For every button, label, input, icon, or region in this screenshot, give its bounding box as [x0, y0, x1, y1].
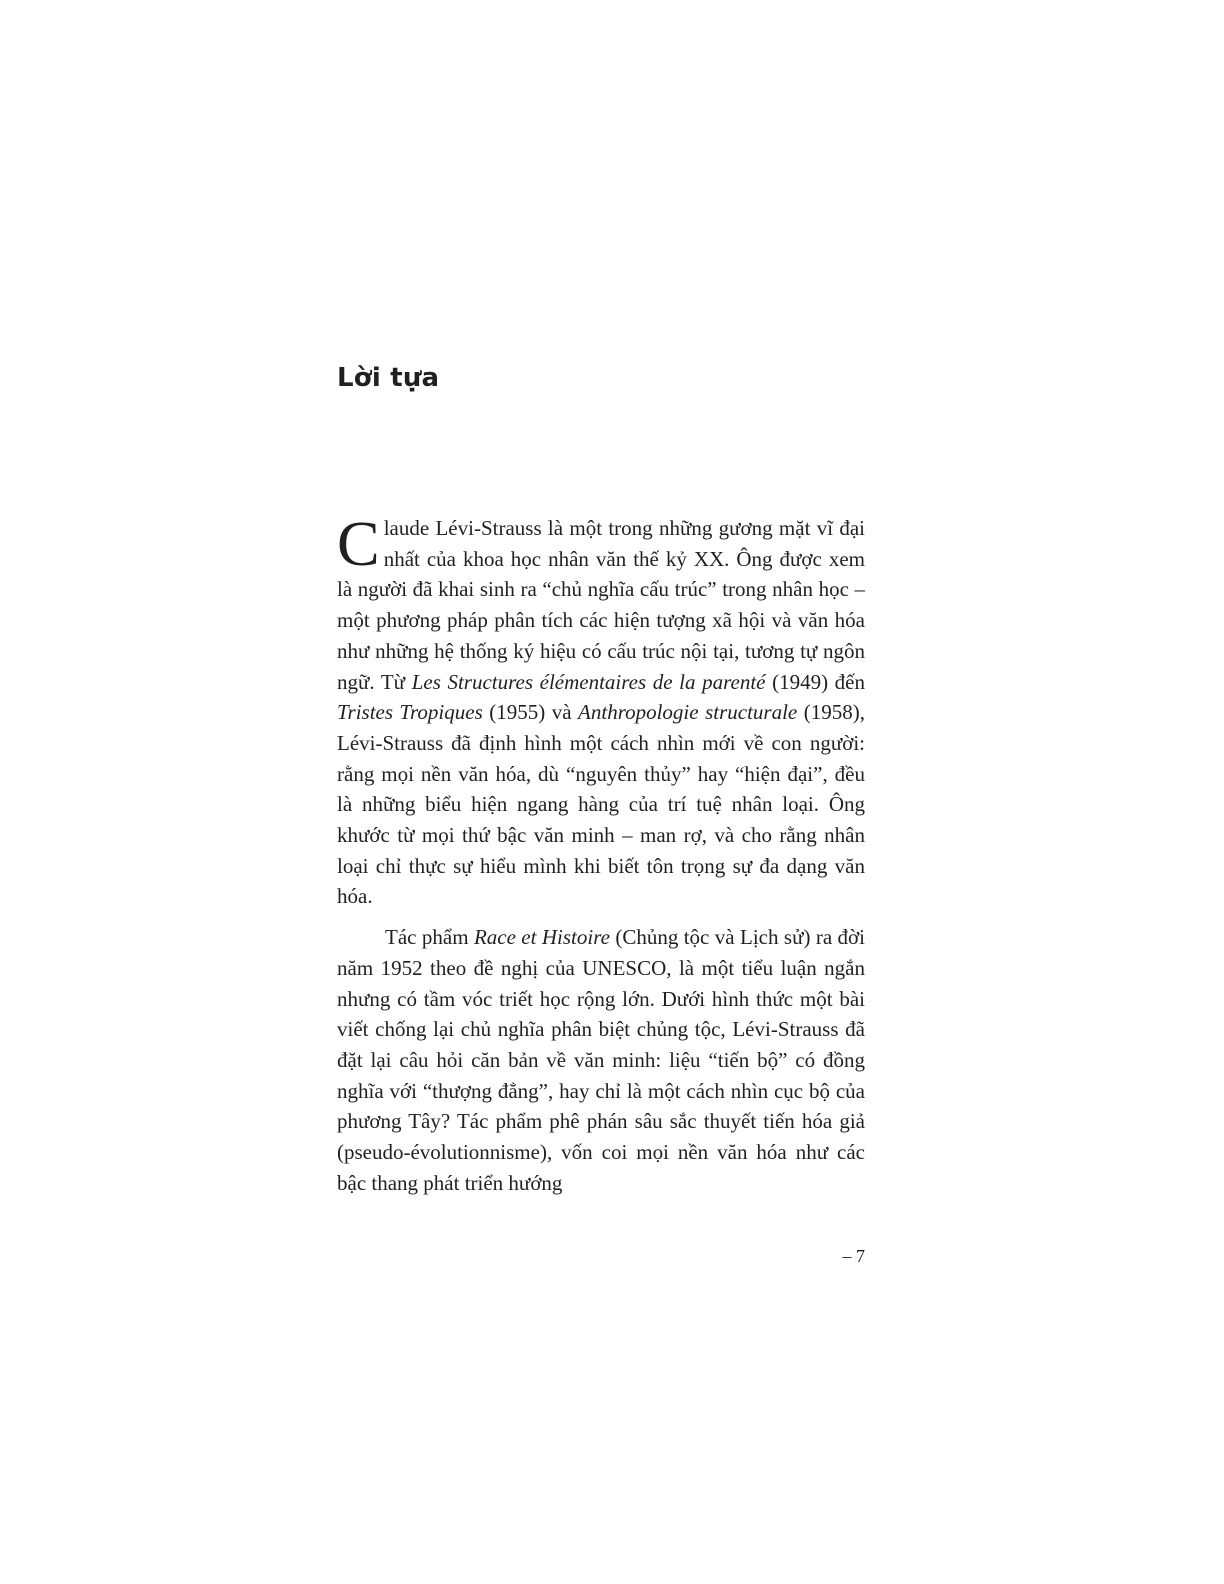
text-segment: (1955) và: [482, 700, 579, 725]
text-segment: (1958), Lévi-Strauss đã định hình một cách nhìn mới về con người: rằng mọi nền văn hóa, dù “nguyên thủy” hay “hiện đại”, đều là những biểu hiện ngang hàng của trí tuệ nhân loại. Ông khước từ mọi thứ bậc văn minh – man rợ, và cho rằng nhân loại chỉ thực sự hiểu mình khi biết tôn trọng sự đa dạng văn hóa.: [337, 700, 865, 909]
text-segment: (1949) đến: [765, 669, 866, 694]
body-text: [337, 508, 866, 1198]
dropcap-letter: C: [337, 508, 380, 579]
text-segment: laude Lévi-Strauss là một trong những gương mặt vĩ đại nhất của khoa học nhân văn thế kỷ XX. Ông được xem là người đã khai sinh ra “chủ nghĩa cấu trúc” trong nhân học – một phương pháp phân tích các hiện tượng xã hội và văn hóa như những hệ thống ký hiệu có cấu trúc nội tại, tương tự ngôn ngữ. Từ: [337, 516, 865, 694]
chapter-title: Lời tựa: [337, 363, 440, 393]
book-title-italic: Anthropologie structurale: [578, 700, 798, 725]
paragraph-1: [337, 508, 866, 912]
book-title-italic: Tristes Tropiques: [337, 700, 483, 725]
page-number: – 7: [842, 1246, 865, 1266]
paragraph-2: [337, 922, 865, 1198]
text-segment: Tác phẩm: [385, 925, 474, 950]
book-title-italic: Race et Histoire: [473, 925, 610, 950]
text-segment: (Chủng tộc và Lịch sử) ra đời năm 1952 theo đề nghị của UNESCO, là một tiểu luận ngắn nhưng có tầm vóc triết học rộng lớn. Dưới hình thức một bài viết chống lại chủ nghĩa phân biệt chủng tộc, Lévi-Strauss đã đặt lại câu hỏi căn bản về văn minh: liệu “tiến bộ” có đồng nghĩa với “thượng đẳng”, hay chỉ là một cách nhìn cục bộ của phương Tây? Tác phẩm phê phán sâu sắc thuyết tiến hóa giả (pseudo-évolutionnisme), vốn coi mọi nền văn hóa như các bậc thang phát triển hướng: [337, 925, 865, 1195]
book-title-italic: Les Structures élémentaires de la parenté: [411, 669, 766, 694]
